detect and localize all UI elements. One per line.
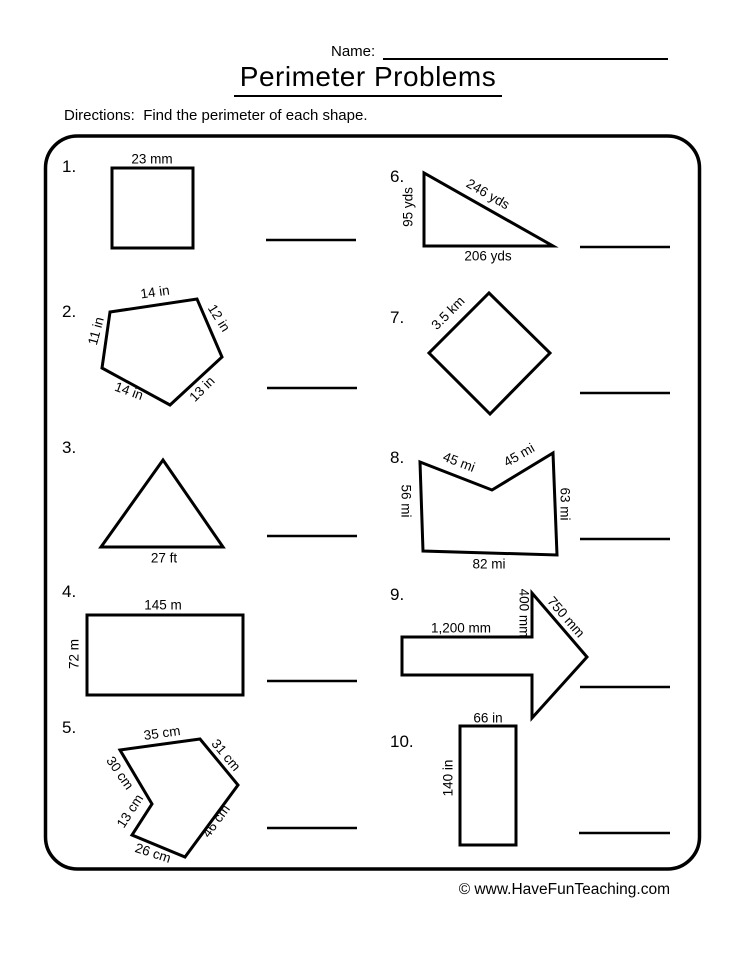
problem-3-number: 3. — [62, 438, 77, 457]
problem-6-label-left: 95 yds — [400, 187, 416, 227]
problem-5-label-top: 35 cm — [142, 723, 182, 743]
problem-2-number: 2. — [62, 302, 77, 321]
problem-8-label-top-left: 45 mi — [440, 449, 478, 475]
problem-4 — [62, 582, 357, 695]
problem-2-label-top: 14 in — [139, 282, 171, 302]
directions-text: Directions: Find the perimeter of each shape. — [64, 107, 368, 124]
problem-9-number: 9. — [390, 585, 405, 604]
problem-8-shape-pentagon — [420, 453, 557, 555]
problem-3-label-bottom: 27 ft — [150, 550, 178, 566]
problem-8-label-bottom: 82 mi — [472, 556, 506, 572]
problem-1 — [62, 152, 356, 249]
problem-5-label-lower-right: 46 cm — [199, 801, 233, 841]
problem-4-label-top: 145 m — [144, 597, 182, 613]
problem-2-label-bottom: 14 in — [112, 378, 146, 404]
problem-7-label-upper-left: 3.5 km — [428, 293, 468, 333]
problem-6-number: 6. — [390, 167, 405, 186]
problem-1-shape-square — [112, 168, 193, 248]
problem-5-number: 5. — [62, 718, 77, 737]
problem-5 — [62, 718, 357, 866]
problem-1-number: 1. — [62, 157, 77, 176]
problem-2-label-left: 11 in — [85, 315, 107, 347]
problem-8-number: 8. — [390, 448, 405, 467]
problem-3-shape-triangle — [101, 460, 223, 547]
problem-5-label-lower-left: 13 cm — [113, 791, 147, 831]
problem-10-number: 10. — [390, 732, 414, 751]
problem-8 — [390, 440, 670, 571]
problem-6-label-bottom: 206 yds — [464, 248, 512, 264]
problem-4-label-left: 72 m — [66, 638, 82, 670]
problem-10-shape-rectangle — [460, 726, 516, 845]
problem-8-label-left: 56 mi — [398, 484, 414, 518]
problem-1-label-top: 23 mm — [131, 151, 173, 167]
name-label: Name: — [331, 43, 376, 60]
problem-6-label-hypotenuse: 246 yds — [463, 175, 513, 213]
problem-8-label-right: 63 mi — [557, 487, 573, 521]
problem-6 — [390, 167, 670, 264]
problem-5-label-upper-left: 30 cm — [103, 753, 137, 793]
problem-10 — [390, 711, 670, 846]
problem-2-label-lower-right: 13 in — [186, 373, 218, 405]
problem-5-label-upper-right: 31 cm — [208, 736, 244, 774]
problem-2 — [62, 283, 357, 405]
problem-10-label-left: 140 in — [440, 759, 456, 797]
problem-9-label-head-diagonal: 750 mm — [544, 593, 588, 641]
problem-7-number: 7. — [390, 308, 405, 327]
problem-4-number: 4. — [62, 582, 77, 601]
problem-9 — [390, 585, 670, 718]
problem-2-label-upper-right: 12 in — [204, 301, 234, 335]
page-title: Perimeter Problems — [234, 61, 502, 97]
problem-6-shape-right-triangle — [424, 173, 553, 246]
problem-5-label-bottom: 26 cm — [133, 840, 173, 866]
problem-4-shape-rectangle — [87, 615, 243, 695]
problem-7 — [390, 293, 670, 414]
problem-9-label-head-vertical: 400 mm — [516, 588, 532, 638]
problem-8-label-top-right: 45 mi — [500, 440, 538, 470]
problem-9-label-shaft-top: 1,200 mm — [430, 620, 492, 636]
copyright-text: © www.HaveFunTeaching.com — [458, 881, 670, 898]
problem-3 — [62, 438, 357, 566]
problem-10-label-top: 66 in — [473, 710, 503, 726]
